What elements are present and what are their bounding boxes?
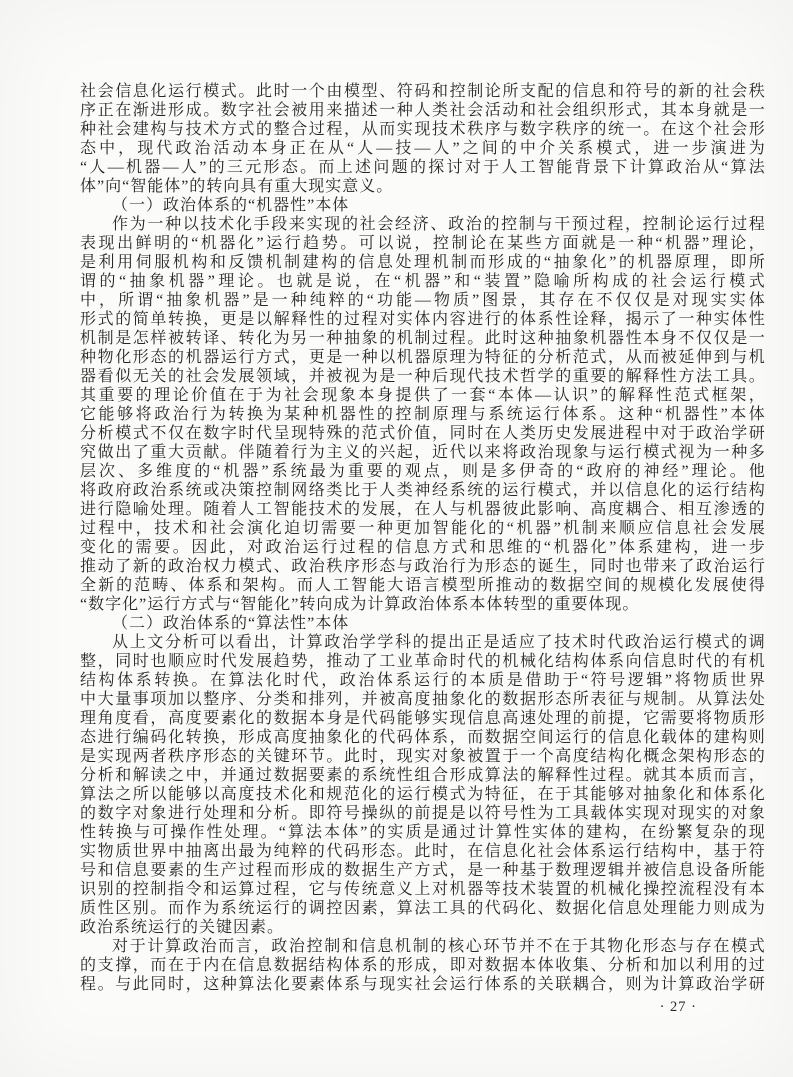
text-line: 器看似无关的社会发展领域，并被视为是一种后现代技术哲学的重要的解释性方法工具。 bbox=[80, 368, 765, 385]
text-line: 的支撑，而在于内在信息数据结构体系的形成，即对数据本体收集、分析和加以利用的过 bbox=[80, 957, 765, 974]
text-line: 社会信息化运行模式。此时一个由模型、符码和控制论所支配的信息和符号的新的社会秩 bbox=[80, 83, 765, 100]
text-line: 从上文分析可以看出，计算政治学学科的提出正是适应了技术时代政治运行模式的调 bbox=[112, 634, 765, 651]
text-line: 作为一种以技术化手段来实现的社会经济、政治的控制与干预过程，控制论运行过程 bbox=[112, 216, 765, 233]
text-line: 态中，现代政治活动本身正在从“人—技—人”之间的中介关系模式，进一步演进为 bbox=[80, 140, 765, 157]
text-line: 算法之所以能够以高度技术化和规范化的运行模式为特征，在于其能够对抽象化和体系化 bbox=[80, 786, 765, 803]
text-line: 性转换与可操作性处理。“算法本体”的实质是通过计算性实体的建构，在纷繁复杂的现 bbox=[80, 824, 765, 841]
text-line: 识别的控制指令和运算过程，它与传统意义上对机器等技术装置的机械化操控流程没有本 bbox=[80, 881, 765, 898]
text-line: 分析模式不仅在数字时代呈现特殊的范式价值，同时在人类历史发展进程中对于政治学研 bbox=[80, 425, 765, 442]
text-line: 分析和解读之中，并通过数据要素的系统性组合形成算法的解释性过程。就其本质而言， bbox=[80, 767, 765, 784]
text-line: 形式的简单转换，更是以解释性的过程对实体内容进行的体系性诠释，揭示了一种实体性 bbox=[80, 311, 765, 328]
text-line: 中大量事项加以整序、分类和排列，并被高度抽象化的数据形态所表征与规制。从算法处 bbox=[80, 691, 765, 708]
section-heading: （二）政治体系的“算法性”本体 bbox=[112, 615, 350, 632]
text-line: 理角度看，高度要素化的数据本身是代码能够实现信息高速处理的前提，它需要将物质形 bbox=[80, 710, 765, 727]
text-line: 谓的“抽象机器”理论。也就是说，在“机器”和“装置”隐喻所构成的社会运行模式 bbox=[80, 273, 765, 290]
text-line: 过程中，技术和社会演化迫切需要一种更加智能化的“机器”机制来顺应信息社会发展 bbox=[80, 520, 765, 537]
text-line: 质性区别。而作为系统运行的调控因素，算法工具的代码化、数据化信息处理能力则成为 bbox=[80, 900, 765, 917]
text-line: 种社会建构与技术方式的整合过程，从而实现技术秩序与数字秩序的统一。在这个社会形 bbox=[80, 121, 765, 138]
text-line: 的数字对象进行处理和分析。即符号操纵的前提是以符号性为工具载体实现对现实的对象 bbox=[80, 805, 765, 822]
text-line: “人—机器—人”的三元形态。而上述问题的探讨对于人工智能背景下计算政治从“算法 bbox=[80, 159, 765, 176]
text-line: 程。与此同时，这种算法化要素体系与现实社会运行体系的关联耦合，则为计算政治学研 bbox=[80, 976, 765, 993]
text-line: 号和信息要素的生产过程而形成的数据生产方式，是一种基于数理逻辑并被信息设备所能 bbox=[80, 862, 765, 879]
text-line: “数字化”运行方式与“智能化”转向成为计算政治体系本体转型的重要体现。 bbox=[80, 596, 640, 613]
text-line: 层次、多维度的“机器”系统最为重要的观点，则是多伊奇的“政府的神经”理论。他 bbox=[80, 463, 765, 480]
text-line: 它能够将政治行为转换为某种机器性的控制原理与系统运行体系。这种“机器性”本体 bbox=[80, 406, 765, 423]
text-line: 究做出了重大贡献。伴随着行为主义的兴起，近代以来将政治现象与运行模式视为一种多 bbox=[80, 444, 765, 461]
text-line: 序正在渐进形成。数字社会被用来描述一种人类社会活动和社会组织形式，其本身就是一 bbox=[80, 102, 765, 119]
text-line: 将政府政治系统或决策控制网络类比于人类神经系统的运行模式，并以信息化的运行结构 bbox=[80, 482, 765, 499]
text-line: 结构体系转换。在算法化时代，政治体系运行的本质是借助于“符号逻辑”将物质世界 bbox=[80, 672, 765, 689]
text-line: 变化的需要。因此，对政治运行过程的信息方式和思维的“机器化”体系建构，进一步 bbox=[80, 539, 765, 556]
text-line: 其重要的理论价值在于为社会现象本身提供了一套“本体—认识”的解释性范式框架， bbox=[80, 387, 765, 404]
text-line: 政治系统运行的关键因素。 bbox=[80, 919, 285, 936]
section-heading: （一）政治体系的“机器性”本体 bbox=[112, 197, 350, 214]
page-number: · 27 · bbox=[659, 999, 697, 1015]
text-line: 对于计算政治而言，政治控制和信息机制的核心环节并不在于其物化形态与存在模式 bbox=[112, 938, 765, 955]
text-line: 实物质世界中抽离出最为纯粹的代码形态。此时，在信息化社会体系运行结构中，基于符 bbox=[80, 843, 765, 860]
text-line: 全新的范畴、体系和架构。而人工智能大语言模型所推动的数据空间的规模化发展使得 bbox=[80, 577, 765, 594]
text-line: 种物化形态的机器运行方式，更是一种以机器原理为特征的分析范式，从而被延伸到与机 bbox=[80, 349, 765, 366]
text-line: 表现出鲜明的“机器化”运行趋势。可以说，控制论在某些方面就是一种“机器”理论， bbox=[80, 235, 765, 252]
text-line: 态进行编码化转换，形成高度抽象化的代码体系，而数据空间运行的信息化载体的建构则 bbox=[80, 729, 765, 746]
text-line: 是实现两者秩序形态的关键环节。此时，现实对象被置于一个高度结构化概念架构形态的 bbox=[80, 748, 765, 765]
text-line: 推动了新的政治权力模式、政治秩序形态与政治行为形态的诞生，同时也带来了政治运行 bbox=[80, 558, 765, 575]
text-line: 中，所谓“抽象机器”是一种纯粹的“功能—物质”图景，其存在不仅仅是对现实实体 bbox=[80, 292, 765, 309]
text-block bbox=[80, 82, 765, 994]
text-line: 是利用伺服机构和反馈机制建构的信息处理机制而形成的“抽象化”的机器原理，即所 bbox=[80, 254, 765, 271]
text-line: 体”向“智能体”的转向具有重大现实意义。 bbox=[80, 178, 394, 195]
text-line: 机制是怎样被转译、转化为另一种抽象的机制过程。此时这种抽象机器性本身不仅仅是一 bbox=[80, 330, 765, 347]
text-line: 进行隐喻处理。随着人工智能技术的发展，在人与机器彼此影响、高度耦合、相互渗透的 bbox=[80, 501, 765, 518]
text-line: 整，同时也顺应时代发展趋势，推动了工业革命时代的机械化结构体系向信息时代的有机 bbox=[80, 653, 765, 670]
